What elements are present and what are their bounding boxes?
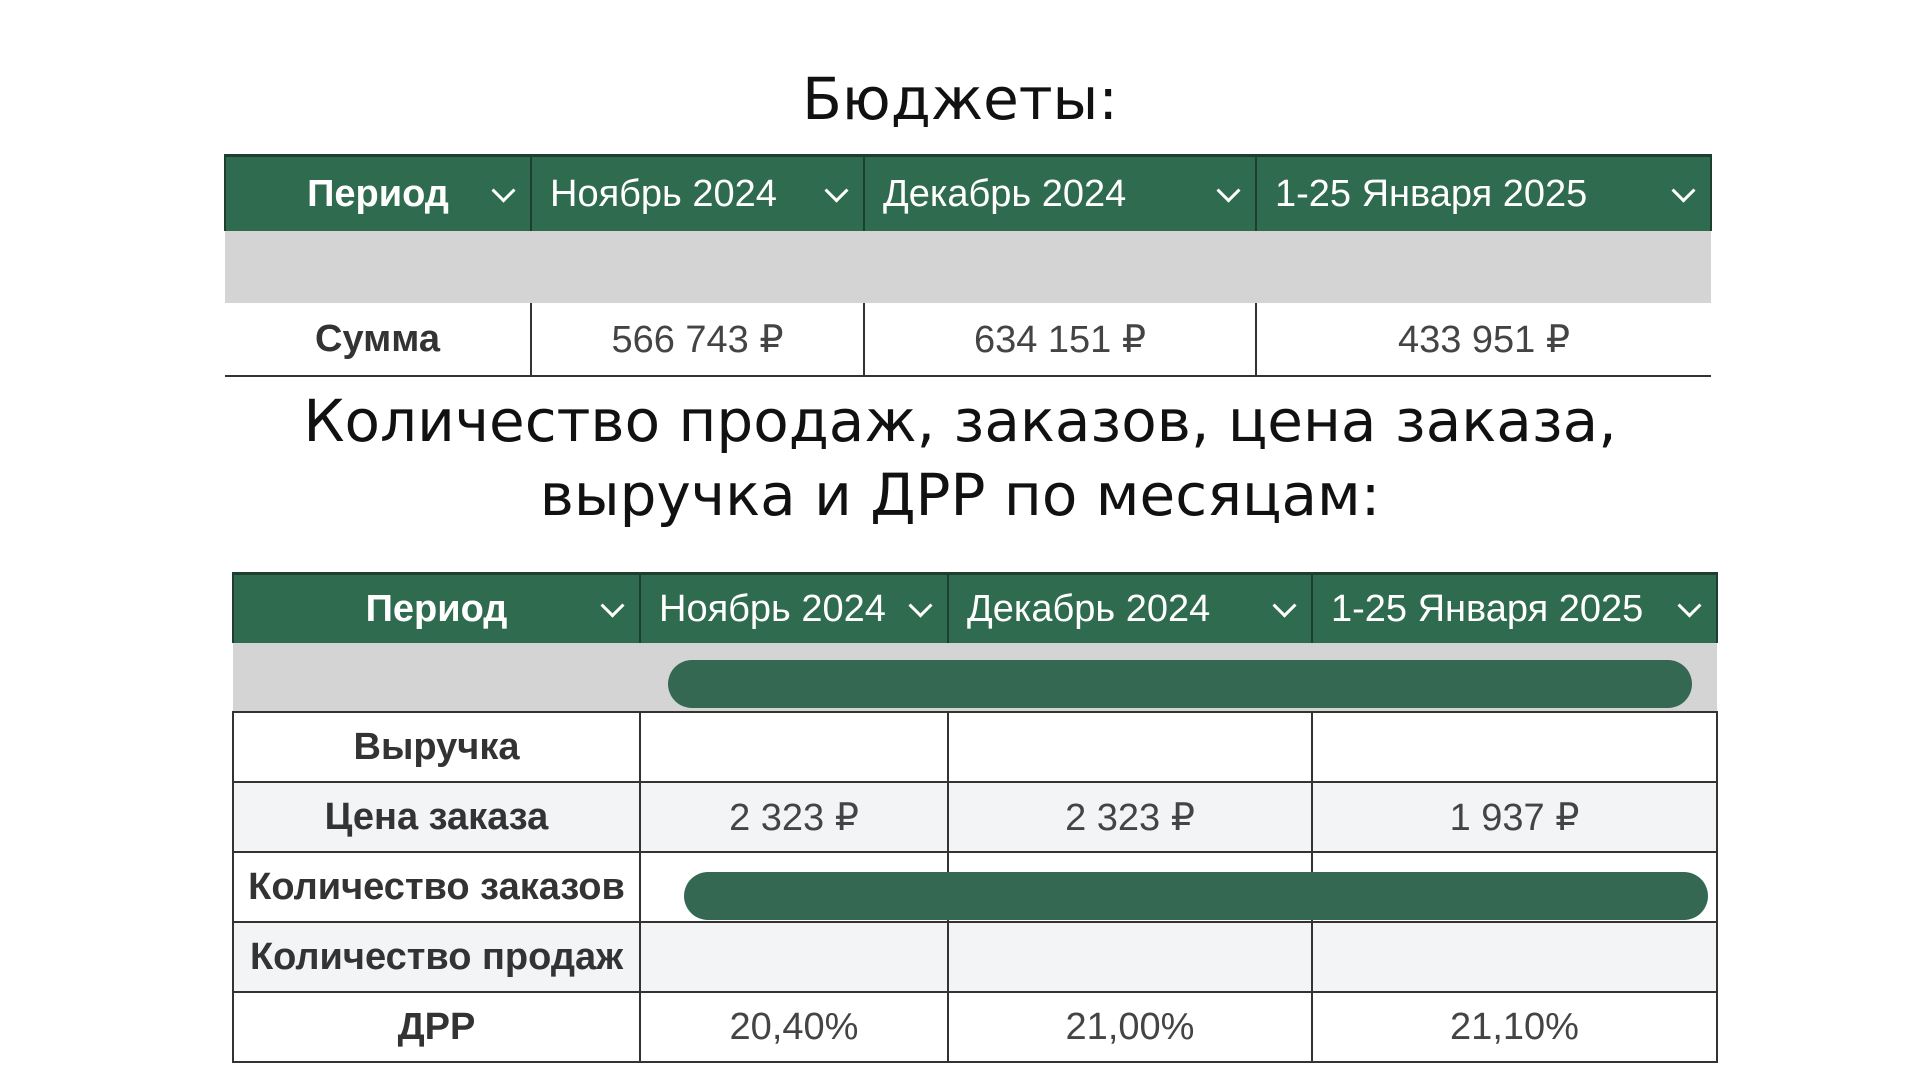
table-row [233,992,1717,1062]
redaction-bar [684,872,1708,920]
row-label: ДРР [233,992,640,1062]
table-cell: 20,40% [640,992,948,1062]
column-filter-jan-2025[interactable] [1256,156,1711,232]
column-filter-dec-2024[interactable] [864,156,1256,232]
chevron-down-icon[interactable] [1272,594,1296,618]
table-cell: 566 743 ₽ [531,303,864,376]
row-label: Количество заказов [233,852,640,922]
chevron-down-icon[interactable] [600,594,624,618]
column-label: Декабрь 2024 [883,172,1127,215]
table-cell: 634 151 ₽ [864,303,1256,376]
chevron-down-icon[interactable] [824,179,848,203]
chevron-down-icon[interactable] [1671,179,1695,203]
column-label: 1-25 Января 2025 [1275,172,1588,215]
table-cell [948,712,1312,782]
table-cell: 1 937 ₽ [1312,782,1717,852]
chevron-down-icon[interactable] [1216,179,1240,203]
table-cell: 433 951 ₽ [1256,303,1711,376]
column-filter-period[interactable] [225,156,531,232]
column-label: Ноябрь 2024 [659,587,886,630]
row-label: Количество продаж [233,922,640,992]
budget-table [224,154,1712,377]
table-cell [640,712,948,782]
column-label: 1-25 Января 2025 [1331,587,1644,630]
table-row [233,782,1717,852]
table-row [233,712,1717,782]
table-cell [948,922,1312,992]
budgets-heading: Бюджеты: [802,65,1118,133]
column-label: Период [307,172,449,215]
chevron-down-icon[interactable] [1677,594,1701,618]
column-label: Ноябрь 2024 [550,172,777,215]
column-label: Декабрь 2024 [967,587,1211,630]
row-label: Сумма [225,303,531,376]
header-divider [225,231,1711,303]
table-cell: 21,00% [948,992,1312,1062]
monthly-heading [0,384,1920,532]
table-cell: 2 323 ₽ [948,782,1312,852]
column-label: Период [365,587,508,630]
header-row [233,574,1717,644]
row-label: Выручка [233,712,640,782]
table-cell [1312,712,1717,782]
monthly-heading-line: выручка и ДРР по месяцам: [539,461,1381,529]
table-cell [1312,922,1717,992]
table-row [225,303,1711,376]
column-filter-nov-2024[interactable] [640,574,948,644]
column-filter-dec-2024[interactable] [948,574,1312,644]
monthly-heading-line: Количество продаж, заказов, цена заказа, [303,387,1617,455]
table-cell: 21,10% [1312,992,1717,1062]
chevron-down-icon[interactable] [491,179,515,203]
table-cell: 2 323 ₽ [640,782,948,852]
redaction-bar [668,660,1692,708]
column-filter-nov-2024[interactable] [531,156,864,232]
monthly-metrics-table [232,572,1718,1063]
column-filter-jan-2025[interactable] [1312,574,1717,644]
row-label: Цена заказа [233,782,640,852]
table-row [233,922,1717,992]
table-cell [640,922,948,992]
chevron-down-icon[interactable] [908,594,932,618]
column-filter-period[interactable] [233,574,640,644]
header-row [225,156,1711,232]
